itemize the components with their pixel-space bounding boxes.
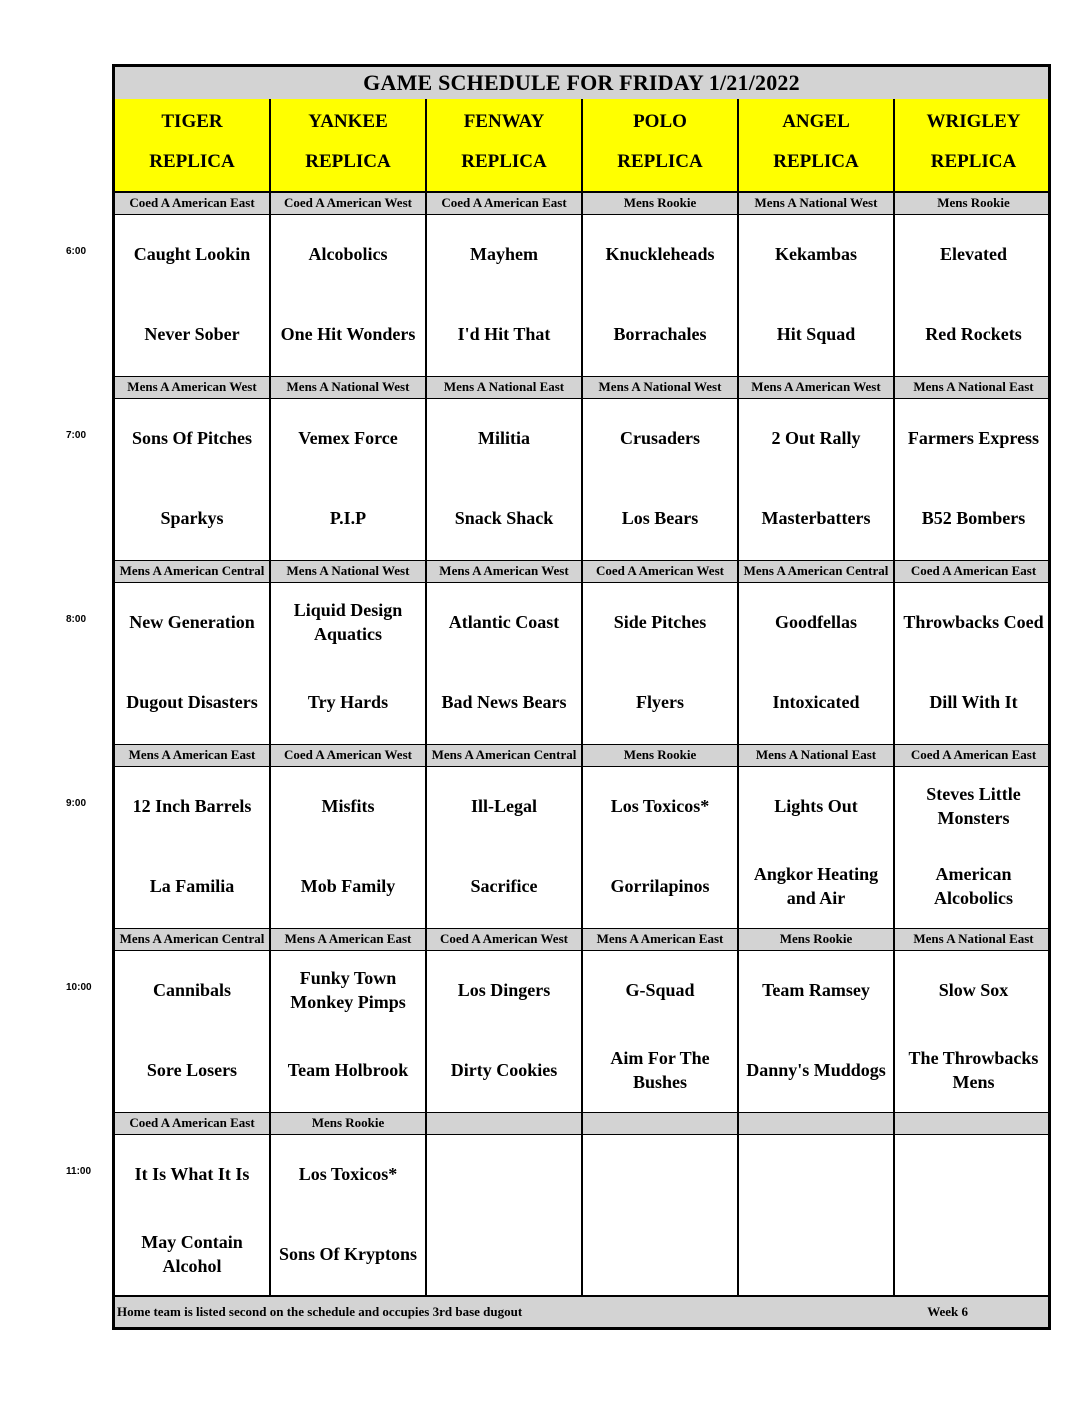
away-team: Ill-Legal [471,796,537,816]
division-label [739,1113,895,1135]
home-team [427,1219,581,1289]
home-team: Angkor Heating and Air [753,864,879,908]
game-cell [895,767,1051,929]
field-name: FENWAY [463,111,545,132]
division-label: Mens A American West [739,377,895,399]
division-label: Mens Rookie [583,745,739,767]
schedule-title: GAME SCHEDULE FOR FRIDAY 1/21/2022 [115,67,1048,101]
division-label: Mens A National East [895,377,1051,399]
away-team: Slow Sox [938,980,1009,1000]
division-label: Mens A National West [583,377,739,399]
home-team: I'd Hit That [457,324,551,344]
home-team: Danny's Muddogs [746,1060,886,1080]
division-label: Mens Rookie [583,193,739,215]
division-label: Mens A National East [427,377,583,399]
away-team: Misfits [321,796,375,816]
field-sub: REPLICA [773,151,859,172]
away-team: Farmers Express [907,428,1040,448]
division-label: Mens A American West [115,377,271,399]
home-team: B52 Bombers [921,508,1026,528]
time-slot-label: 11:00 [66,1166,92,1177]
field-name: ANGEL [782,111,850,132]
division-label: Mens A American Central [115,929,271,951]
home-team: Flyers [636,692,684,712]
field-sub: REPLICA [930,151,1017,172]
game-cell [271,767,427,929]
away-team: Throwbacks Coed [903,612,1044,632]
away-team: It Is What It Is [134,1164,250,1184]
game-cell [583,215,739,377]
schedule-footer [115,1295,1048,1327]
division-label: Coed A American West [427,929,583,951]
division-label: Coed A American West [583,561,739,583]
division-label: Coed A American East [895,561,1051,583]
home-team: Sparkys [160,508,224,528]
division-label: Mens A American Central [427,745,583,767]
division-label: Mens A American West [427,561,583,583]
field-header-fenway [427,99,583,193]
field-name: TIGER [161,111,223,132]
division-label: Mens Rookie [271,1113,427,1135]
home-team: Mob Family [300,876,396,896]
game-cell [895,1135,1051,1297]
game-cell [583,399,739,561]
footer-note: Home team is listed second on the schedule and occupies 3rd base dugout [117,1304,523,1319]
division-label: Mens A National East [895,929,1051,951]
game-cell [739,215,895,377]
home-team [739,1219,893,1289]
away-team: 2 Out Rally [771,428,861,448]
field-name: YANKEE [308,111,388,132]
division-label: Mens A American East [271,929,427,951]
time-slot-label: 6:00 [66,246,87,257]
home-team [895,1219,1051,1289]
home-team: La Familia [149,876,235,896]
game-cell [583,767,739,929]
away-team [739,1139,893,1209]
away-team: Elevated [940,244,1007,264]
away-team: Los Toxicos* [298,1164,398,1184]
game-cell [115,215,271,377]
game-cell [271,1135,427,1297]
time-slot-label: 9:00 [66,798,87,809]
division-label: Coed A American West [271,745,427,767]
game-cell [115,767,271,929]
away-team: Los Dingers [457,980,551,1000]
away-team: Knuckleheads [605,244,715,264]
away-team: Funky Town Monkey Pimps [290,968,406,1012]
time-slot-label: 8:00 [66,614,87,625]
division-label: Mens A National West [739,193,895,215]
home-team: Dill With It [929,692,1018,712]
home-team: American Alcobolics [934,864,1013,908]
game-cell [271,399,427,561]
game-cell [271,951,427,1113]
division-label: Mens Rookie [895,193,1051,215]
field-name: WRIGLEY [926,111,1021,132]
game-cell [427,399,583,561]
away-team: Steves Little Monsters [926,784,1021,828]
game-cell [895,399,1051,561]
division-label [583,1113,739,1135]
game-cell [583,583,739,745]
away-team: Liquid Design Aquatics [293,600,403,644]
division-label: Mens A National West [271,561,427,583]
away-team: Team Ramsey [762,980,870,1000]
home-team: Dugout Disasters [126,692,258,712]
division-label: Mens Rookie [739,929,895,951]
away-team [427,1139,581,1209]
division-label: Mens A American Central [115,561,271,583]
game-cell [583,1135,739,1297]
division-label [427,1113,583,1135]
away-team: Vemex Force [298,428,398,448]
division-label: Coed A American East [895,745,1051,767]
home-team: Dirty Cookies [450,1060,558,1080]
game-cell [739,767,895,929]
away-team: Mayhem [470,244,538,264]
away-team: Lights Out [774,796,858,816]
game-cell [739,951,895,1113]
division-label: Coed A American East [427,193,583,215]
home-team: Team Holbrook [287,1060,409,1080]
game-cell [115,951,271,1113]
home-team: May Contain Alcohol [141,1232,243,1276]
away-team: Cannibals [152,980,232,1000]
home-team: Los Bears [621,508,699,528]
game-cell [115,583,271,745]
home-team: Snack Shack [454,508,554,528]
game-cell [739,1135,895,1297]
division-label: Mens A American Central [739,561,895,583]
home-team: Gorrilapinos [610,876,710,896]
home-team: Intoxicated [772,692,860,712]
game-cell [895,951,1051,1113]
week-label: Week 6 [927,1304,968,1319]
away-team: Alcobolics [308,244,388,264]
field-name: POLO [633,111,687,132]
away-team: 12 Inch Barrels [132,796,252,816]
division-label: Coed A American East [115,1113,271,1135]
home-team: Hit Squad [776,324,856,344]
game-cell [115,399,271,561]
game-cell [895,215,1051,377]
home-team: Masterbatters [761,508,871,528]
home-team: Red Rockets [925,324,1022,344]
division-label: Mens A National East [739,745,895,767]
home-team: P.I.P [329,508,367,528]
home-team: Sore Losers [146,1060,238,1080]
away-team: Kekambas [774,244,857,264]
field-sub: REPLICA [149,151,235,172]
division-label: Mens A National West [271,377,427,399]
home-team: The Throwbacks Mens [908,1048,1039,1092]
home-team: Bad News Bears [441,692,567,712]
division-label: Mens A American East [583,929,739,951]
game-cell [427,951,583,1113]
field-header-tiger [115,99,271,193]
time-slot-label: 10:00 [66,982,92,993]
game-cell [271,215,427,377]
away-team: Crusaders [620,428,700,448]
away-team [895,1139,1051,1209]
field-header-yankee [271,99,427,193]
home-team: One Hit Wonders [280,324,416,344]
away-team: Atlantic Coast [448,612,560,632]
game-cell [115,1135,271,1297]
game-cell [895,583,1051,745]
game-cell [739,399,895,561]
away-team: Sons Of Pitches [131,428,252,448]
schedule-table [112,64,1051,1330]
home-team: Sacrifice [470,876,538,896]
field-sub: REPLICA [305,151,391,172]
away-team: New Generation [129,612,255,632]
away-team: Goodfellas [774,612,857,632]
game-cell [427,1135,583,1297]
game-cell [271,583,427,745]
division-label: Mens A American East [115,745,271,767]
field-header-polo [583,99,739,193]
game-cell [427,215,583,377]
away-team: Militia [478,428,530,448]
field-header-wrigley [895,99,1051,193]
field-sub: REPLICA [617,151,703,172]
home-team: Borrachales [613,324,707,344]
home-team: Sons Of Kryptons [278,1244,418,1264]
away-team [583,1139,737,1209]
division-label: Coed A American East [115,193,271,215]
division-label [895,1113,1051,1135]
home-team: Never Sober [144,324,240,344]
game-cell [427,767,583,929]
away-team: Side Pitches [613,612,707,632]
away-team: G-Squad [625,980,695,1000]
game-cell [739,583,895,745]
away-team: Caught Lookin [133,244,251,264]
field-sub: REPLICA [461,151,547,172]
time-slot-label: 7:00 [66,430,87,441]
game-cell [583,951,739,1113]
game-cell [427,583,583,745]
away-team: Los Toxicos* [610,796,710,816]
field-header-angel [739,99,895,193]
home-team [583,1219,737,1289]
home-team: Try Hards [307,692,389,712]
division-label: Coed A American West [271,193,427,215]
home-team: Aim For The Bushes [610,1048,710,1092]
